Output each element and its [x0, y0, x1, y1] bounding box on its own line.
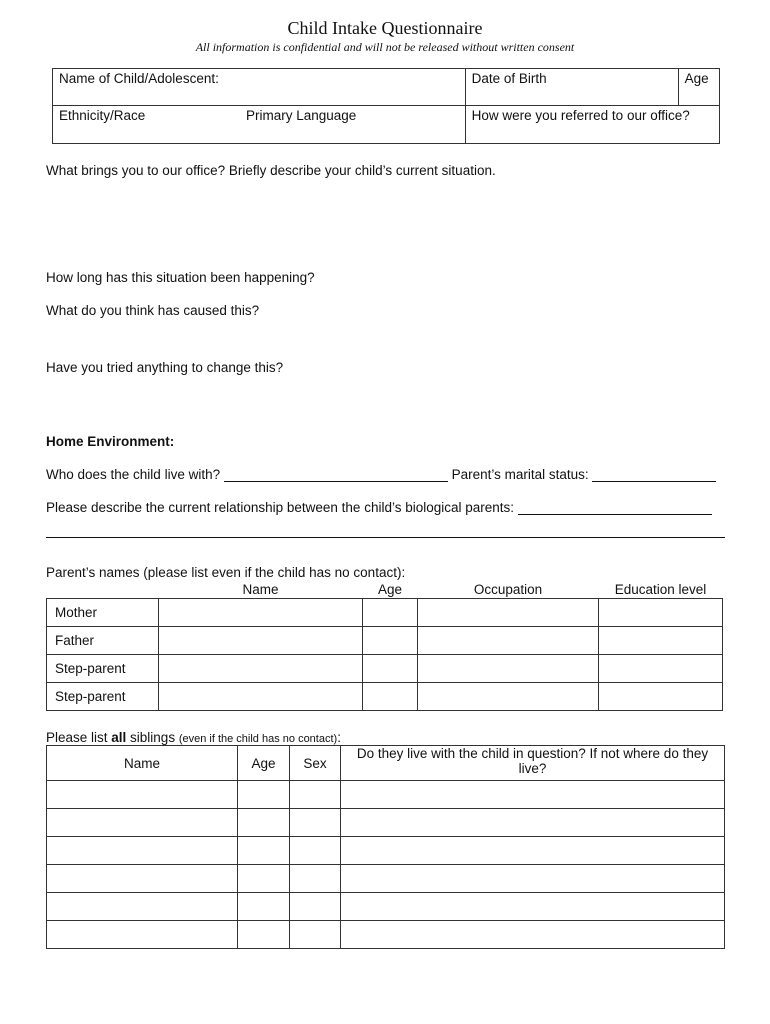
age-label: Age: [684, 71, 709, 86]
parent-age-cell[interactable]: [363, 683, 418, 711]
sibling-name-cell[interactable]: [47, 921, 238, 949]
parents-header-education: Education level: [599, 580, 723, 599]
siblings-intro-emphasis: all: [111, 730, 127, 745]
sibling-lives-with-cell[interactable]: [341, 921, 725, 949]
sibling-lives-with-cell[interactable]: [341, 893, 725, 921]
child-name-field[interactable]: [53, 69, 466, 106]
siblings-intro-text-2: siblings: [126, 730, 179, 745]
sibling-sex-cell[interactable]: [290, 781, 341, 809]
parent-row-label: Father: [47, 627, 159, 655]
child-name-label: Name of Child/Adolescent:: [59, 71, 219, 86]
parent-age-cell[interactable]: [363, 627, 418, 655]
sibling-sex-cell[interactable]: [290, 893, 341, 921]
parent-age-cell[interactable]: [363, 655, 418, 683]
sibling-age-cell[interactable]: [238, 781, 290, 809]
sibling-age-cell[interactable]: [238, 837, 290, 865]
sibling-lives-with-cell[interactable]: [341, 837, 725, 865]
parent-name-cell[interactable]: [159, 599, 363, 627]
relationship-label: Please describe the current relationship between the child’s biological parents:: [46, 500, 515, 515]
home-environment-heading: Home Environment:: [46, 434, 175, 449]
parent-age-cell[interactable]: [363, 599, 418, 627]
age-field[interactable]: [678, 69, 719, 106]
sibling-name-cell[interactable]: [47, 809, 238, 837]
form-title: Child Intake Questionnaire: [287, 18, 483, 38]
table-row: [47, 893, 725, 921]
parent-name-cell[interactable]: [159, 683, 363, 711]
parent-education-cell[interactable]: [599, 627, 723, 655]
relationship-line-2[interactable]: [46, 537, 725, 538]
sibling-sex-cell[interactable]: [290, 865, 341, 893]
sibling-sex-cell[interactable]: [290, 837, 341, 865]
relationship-row: [46, 500, 712, 515]
dob-label: Date of Birth: [471, 71, 547, 86]
marital-status-label: Parent’s marital status:: [451, 467, 589, 482]
question-cause: What do you think has caused this?: [46, 303, 260, 318]
form-subtitle: All information is confidential and will not be released without written consent: [195, 40, 575, 54]
referred-label: How were you referred to our office?: [471, 108, 690, 123]
question-duration: How long has this situation been happening?: [46, 270, 315, 285]
parents-header-name: Name: [159, 580, 363, 599]
siblings-intro: [46, 730, 341, 745]
dob-field[interactable]: [465, 69, 678, 106]
sibling-sex-cell[interactable]: [290, 809, 341, 837]
sibling-name-cell[interactable]: [47, 865, 238, 893]
ethnicity-label: Ethnicity/Race: [59, 108, 146, 123]
lives-with-line[interactable]: [224, 467, 448, 482]
referred-field[interactable]: [465, 106, 719, 144]
sibling-lives-with-cell[interactable]: [341, 809, 725, 837]
siblings-intro-colon: :: [337, 730, 341, 745]
parent-occupation-cell[interactable]: [418, 683, 599, 711]
marital-status-line[interactable]: [592, 467, 716, 482]
sibling-name-cell[interactable]: [47, 781, 238, 809]
parent-education-cell[interactable]: [599, 655, 723, 683]
parent-education-cell[interactable]: [599, 683, 723, 711]
table-row: [47, 599, 723, 627]
parent-education-cell[interactable]: [599, 599, 723, 627]
table-row: [47, 809, 725, 837]
table-row: [47, 781, 725, 809]
parent-row-label: Mother: [47, 599, 159, 627]
language-label: Primary Language: [246, 108, 357, 123]
table-row: [47, 921, 725, 949]
lives-with-label: Who does the child live with?: [46, 467, 221, 482]
table-row: [47, 683, 723, 711]
siblings-intro-note: (even if the child has no contact): [178, 733, 338, 745]
child-info-table: [52, 68, 720, 144]
siblings-header-age: Age: [238, 746, 290, 781]
table-row: [47, 627, 723, 655]
parent-name-cell[interactable]: [159, 627, 363, 655]
lives-with-row: [46, 467, 716, 482]
sibling-name-cell[interactable]: [47, 893, 238, 921]
sibling-sex-cell[interactable]: [290, 921, 341, 949]
table-row: [47, 865, 725, 893]
sibling-name-cell[interactable]: [47, 837, 238, 865]
sibling-age-cell[interactable]: [238, 921, 290, 949]
sibling-age-cell[interactable]: [238, 809, 290, 837]
parent-occupation-cell[interactable]: [418, 655, 599, 683]
language-field[interactable]: [240, 106, 465, 144]
parents-table: [46, 580, 723, 711]
parent-row-label: Step-parent: [47, 683, 159, 711]
parents-intro: Parent’s names (please list even if the child has no contact):: [46, 565, 406, 580]
sibling-lives-with-cell[interactable]: [341, 781, 725, 809]
parent-name-cell[interactable]: [159, 655, 363, 683]
siblings-header-lives-with: Do they live with the child in question? If not where do they live?: [341, 746, 725, 781]
sibling-age-cell[interactable]: [238, 893, 290, 921]
parent-occupation-cell[interactable]: [418, 599, 599, 627]
siblings-header-name: Name: [47, 746, 238, 781]
parents-header-occupation: Occupation: [418, 580, 599, 599]
ethnicity-field[interactable]: [53, 106, 241, 144]
question-situation: What brings you to our office? Briefly describe your child’s current situation.: [46, 163, 496, 178]
parent-occupation-cell[interactable]: [418, 627, 599, 655]
parent-row-label: Step-parent: [47, 655, 159, 683]
question-tried: Have you tried anything to change this?: [46, 360, 284, 375]
table-row: [47, 655, 723, 683]
siblings-table: [46, 745, 725, 949]
relationship-line[interactable]: [518, 500, 712, 515]
siblings-intro-text: Please list: [46, 730, 112, 745]
table-row: [47, 837, 725, 865]
sibling-age-cell[interactable]: [238, 865, 290, 893]
parents-header-age: Age: [363, 580, 418, 599]
siblings-header-sex: Sex: [290, 746, 341, 781]
sibling-lives-with-cell[interactable]: [341, 865, 725, 893]
